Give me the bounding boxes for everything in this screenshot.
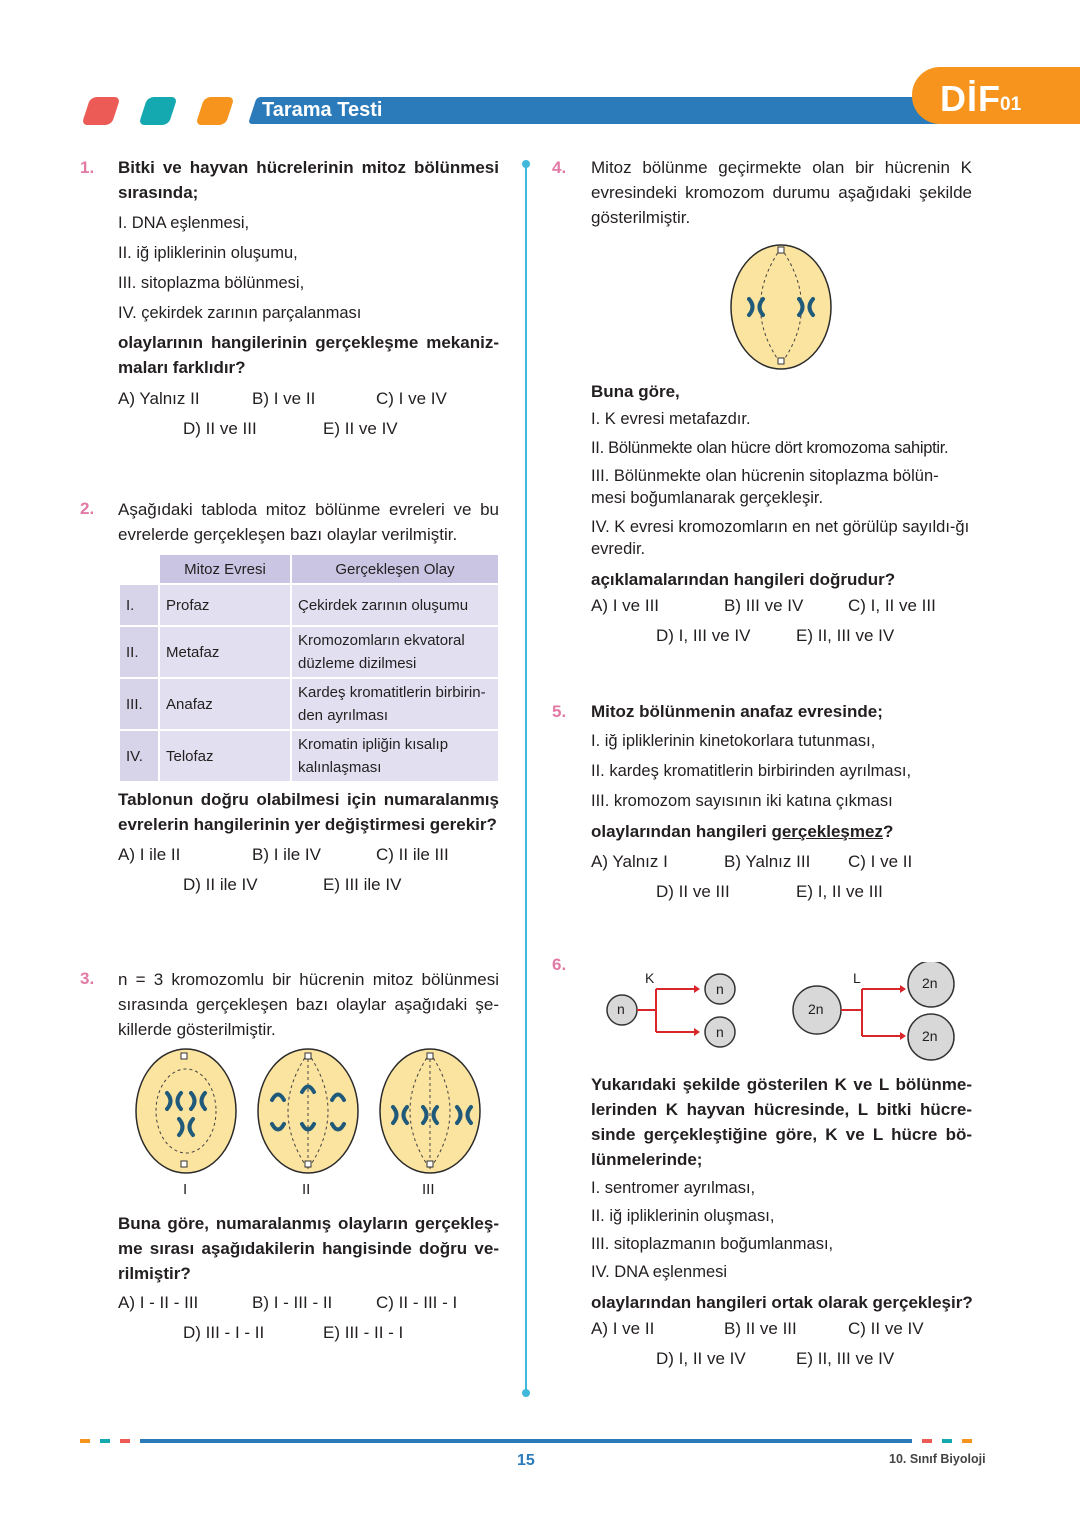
footer-dash-orange-left <box>80 1439 90 1443</box>
q6-cell-2n-top: 2n <box>922 975 938 991</box>
q6-option-b[interactable]: B) II ve III <box>724 1319 797 1338</box>
q6-cell-n-parent: n <box>617 1001 625 1017</box>
dif-badge-text: DİF <box>940 78 1001 119</box>
divider-top-dot <box>522 160 530 168</box>
page-number: 15 <box>517 1452 535 1469</box>
q5-question-post: ? <box>882 822 894 841</box>
q3-figure-label-i: I <box>183 1181 188 1198</box>
q5-number: 5. <box>552 702 567 721</box>
cell-figure-i <box>136 1049 236 1173</box>
q6-question: olaylarından hangileri ortak olarak gerçekleşir? <box>591 1293 973 1312</box>
q3-option-b[interactable]: B) I - III - II <box>252 1293 333 1312</box>
row-phase: Anafaz <box>160 679 290 729</box>
q2-number: 2. <box>80 499 95 518</box>
phase-table <box>118 553 500 783</box>
footer-dash-teal-right <box>942 1439 952 1443</box>
q1-option-e[interactable]: E) II ve IV <box>323 419 398 438</box>
q6-cell-2n-parent: 2n <box>808 1001 824 1017</box>
q6-item-2: II. iğ ipliklerinin oluşması, <box>591 1207 775 1225</box>
q6-label-l: L <box>853 970 861 986</box>
q3-option-c[interactable]: C) II - III - I <box>376 1293 458 1312</box>
table-row <box>120 731 498 781</box>
q5-question-underlined: gerçekleşmez <box>771 822 883 841</box>
q2-stem: Aşağıdaki tabloda mitoz bölünme evreleri ve bu evrelerde gerçekleşen bazı olaylar verilmiştir. <box>118 500 499 544</box>
q5-option-d[interactable]: D) II ve III <box>656 882 730 901</box>
row-event: Çekirdek zarının oluşumu <box>292 585 498 625</box>
table-row <box>120 679 498 729</box>
row-event: Kromatin ipliğin kısalıp kalınlaşması <box>292 731 498 781</box>
q5-option-c[interactable]: C) I ve II <box>848 852 913 871</box>
q2-option-b[interactable]: B) I ile IV <box>252 845 321 864</box>
row-event: Kardeş kromatitlerin birbirin-den ayrılması <box>292 679 498 729</box>
q6-division-diagram <box>600 962 970 1064</box>
q2-option-d[interactable]: D) II ile IV <box>183 875 258 894</box>
header-orange-shape <box>195 97 234 125</box>
q4-item-2: II. Bölünmekte olan hücre dört kromozoma sahiptir. <box>591 439 949 457</box>
q4-number: 4. <box>552 158 567 177</box>
cell-figure-iii <box>380 1049 480 1173</box>
cell-figure-ii <box>258 1049 358 1173</box>
q2-option-e[interactable]: E) III ile IV <box>323 875 402 894</box>
q6-item-4: IV. DNA eşlenmesi <box>591 1263 728 1281</box>
q4-item-1: I. K evresi metafazdır. <box>591 410 751 428</box>
q1-item-2: II. iğ ipliklerinin oluşumu, <box>118 244 298 262</box>
footer-dash-teal-left <box>100 1439 110 1443</box>
q4-option-c[interactable]: C) I, II ve III <box>848 596 936 615</box>
row-number: I. <box>120 585 158 625</box>
divider-bottom-dot <box>522 1389 530 1397</box>
q4-stem: Mitoz bölünme geçirmekte olan bir hücrenin K evresindeki kromozom durumu aşağıdaki şekilde gösterilmiştir. <box>591 158 972 227</box>
q5-stem: Mitoz bölünmenin anafaz evresinde; <box>591 702 883 721</box>
q4-item-3: III. Bölünmekte olan hücrenin sitoplazma bölün-mesi boğumlanarak gerçekleşir. <box>591 467 939 507</box>
q1-item-1: I. DNA eşlenmesi, <box>118 214 250 232</box>
footer-dash-red-right <box>922 1439 932 1443</box>
row-phase: Metafaz <box>160 627 290 677</box>
q6-cell-n-bottom: n <box>716 1024 724 1040</box>
q1-option-b[interactable]: B) I ve II <box>252 389 316 408</box>
q6-number: 6. <box>552 955 567 974</box>
q4-option-d[interactable]: D) I, III ve IV <box>656 626 751 645</box>
q1-option-a[interactable]: A) Yalnız II <box>118 389 200 408</box>
q2-option-c[interactable]: C) II ile III <box>376 845 449 864</box>
q1-number: 1. <box>80 158 95 177</box>
q3-option-e[interactable]: E) III - II - I <box>323 1323 404 1342</box>
q6-label-k: K <box>645 970 655 986</box>
row-number: II. <box>120 627 158 677</box>
q3-stem: n = 3 kromozomlu bir hücrenin mitoz bölünmesi sırasında gerçekleşen bazı olaylar aşağıdaki şe-killerde gösterilmiştir. <box>118 970 499 1039</box>
row-number: III. <box>120 679 158 729</box>
q6-option-e[interactable]: E) II, III ve IV <box>796 1349 895 1368</box>
q6-cell-n-top: n <box>716 981 724 997</box>
q6-option-c[interactable]: C) II ve IV <box>848 1319 924 1338</box>
q5-question <box>591 819 893 844</box>
q6-option-d[interactable]: D) I, II ve IV <box>656 1349 746 1368</box>
q3-option-d[interactable]: D) III - I - II <box>183 1323 265 1342</box>
row-phase: Telofaz <box>160 731 290 781</box>
table-row <box>120 627 498 677</box>
q1-option-c[interactable]: C) I ve IV <box>376 389 447 408</box>
q4-item-4: IV. K evresi kromozomların en net görülüp sayıldı-ğı evredir. <box>591 518 970 558</box>
table-header-phase: Mitoz Evresi <box>160 555 290 583</box>
q5-question-pre: olaylarından hangileri <box>591 822 772 841</box>
q4-lead: Buna göre, <box>591 382 680 401</box>
q6-stem: Yukarıdaki şekilde gösterilen K ve L bölünme-lerinden K hayvan hücresinde, L bitki hücre-sinde gerçekleştiğine göre, K ve L hücre bö-lünmelerinde; <box>591 1075 972 1169</box>
q1-item-4: IV. çekirdek zarının parçalanması <box>118 304 362 322</box>
q5-option-b[interactable]: B) Yalnız III <box>724 852 811 871</box>
q6-item-1: I. sentromer ayrılması, <box>591 1179 756 1197</box>
q4-question: açıklamalarından hangileri doğrudur? <box>591 570 896 589</box>
q4-option-b[interactable]: B) III ve IV <box>724 596 804 615</box>
q2-option-a[interactable]: A) I ile II <box>118 845 181 864</box>
q4-option-a[interactable]: A) I ve III <box>591 596 660 615</box>
header-teal-shape <box>138 97 177 125</box>
dif-badge-number: 01 <box>1000 94 1022 115</box>
q6-cell-2n-bottom: 2n <box>922 1028 938 1044</box>
q6-option-a[interactable]: A) I ve II <box>591 1319 655 1338</box>
footer-dash-orange-right <box>962 1439 972 1443</box>
header-red-shape <box>81 97 120 125</box>
q3-figure-label-iii: III <box>422 1181 435 1198</box>
q5-option-a[interactable]: A) Yalnız I <box>591 852 668 871</box>
table-header-event: Gerçekleşen Olay <box>292 555 498 583</box>
q3-figure-label-ii: II <box>302 1181 311 1198</box>
row-phase: Profaz <box>160 585 290 625</box>
q5-item-2: II. kardeş kromatitlerin birbirinden ayrılması, <box>591 762 912 780</box>
q1-item-3: III. sitoplazma bölünmesi, <box>118 274 305 292</box>
q1-option-d[interactable]: D) II ve III <box>183 419 257 438</box>
q1-question: olaylarının hangilerinin gerçekleşme mekaniz-maları farklıdır? <box>118 333 499 377</box>
q1-stem: Bitki ve hayvan hücrelerinin mitoz bölünmesi sırasında; <box>118 158 499 202</box>
q4-option-e[interactable]: E) II, III ve IV <box>796 626 895 645</box>
q2-question: Tablonun doğru olabilmesi için numaralanmış evrelerin hangilerinin yer değiştirmesi gerekir? <box>118 790 499 834</box>
q3-question: Buna göre, numaralanmış olayların gerçekleş-me sırası aşağıdakilerin hangisinde doğru ve-rilmiştir? <box>118 1214 499 1283</box>
column-divider <box>525 163 527 1393</box>
q5-item-1: I. iğ ipliklerinin kinetokorlara tutunması, <box>591 732 876 750</box>
row-number: IV. <box>120 731 158 781</box>
row-event: Kromozomların ekvatoral düzleme dizilmesi <box>292 627 498 677</box>
q5-item-3: III. kromozom sayısının iki katına çıkması <box>591 792 893 810</box>
page-title: Tarama Testi <box>262 99 383 121</box>
q4-cell-figure <box>728 242 834 372</box>
q3-option-a[interactable]: A) I - II - III <box>118 1293 199 1312</box>
footer-line <box>140 1439 912 1443</box>
q6-item-3: III. sitoplazmanın boğumlanması, <box>591 1235 834 1253</box>
footer-dash-red-left <box>120 1439 130 1443</box>
book-label: 10. Sınıf Biyoloji <box>889 1452 986 1466</box>
table-row <box>120 585 498 625</box>
q3-number: 3. <box>80 969 95 988</box>
q5-option-e[interactable]: E) I, II ve III <box>796 882 883 901</box>
